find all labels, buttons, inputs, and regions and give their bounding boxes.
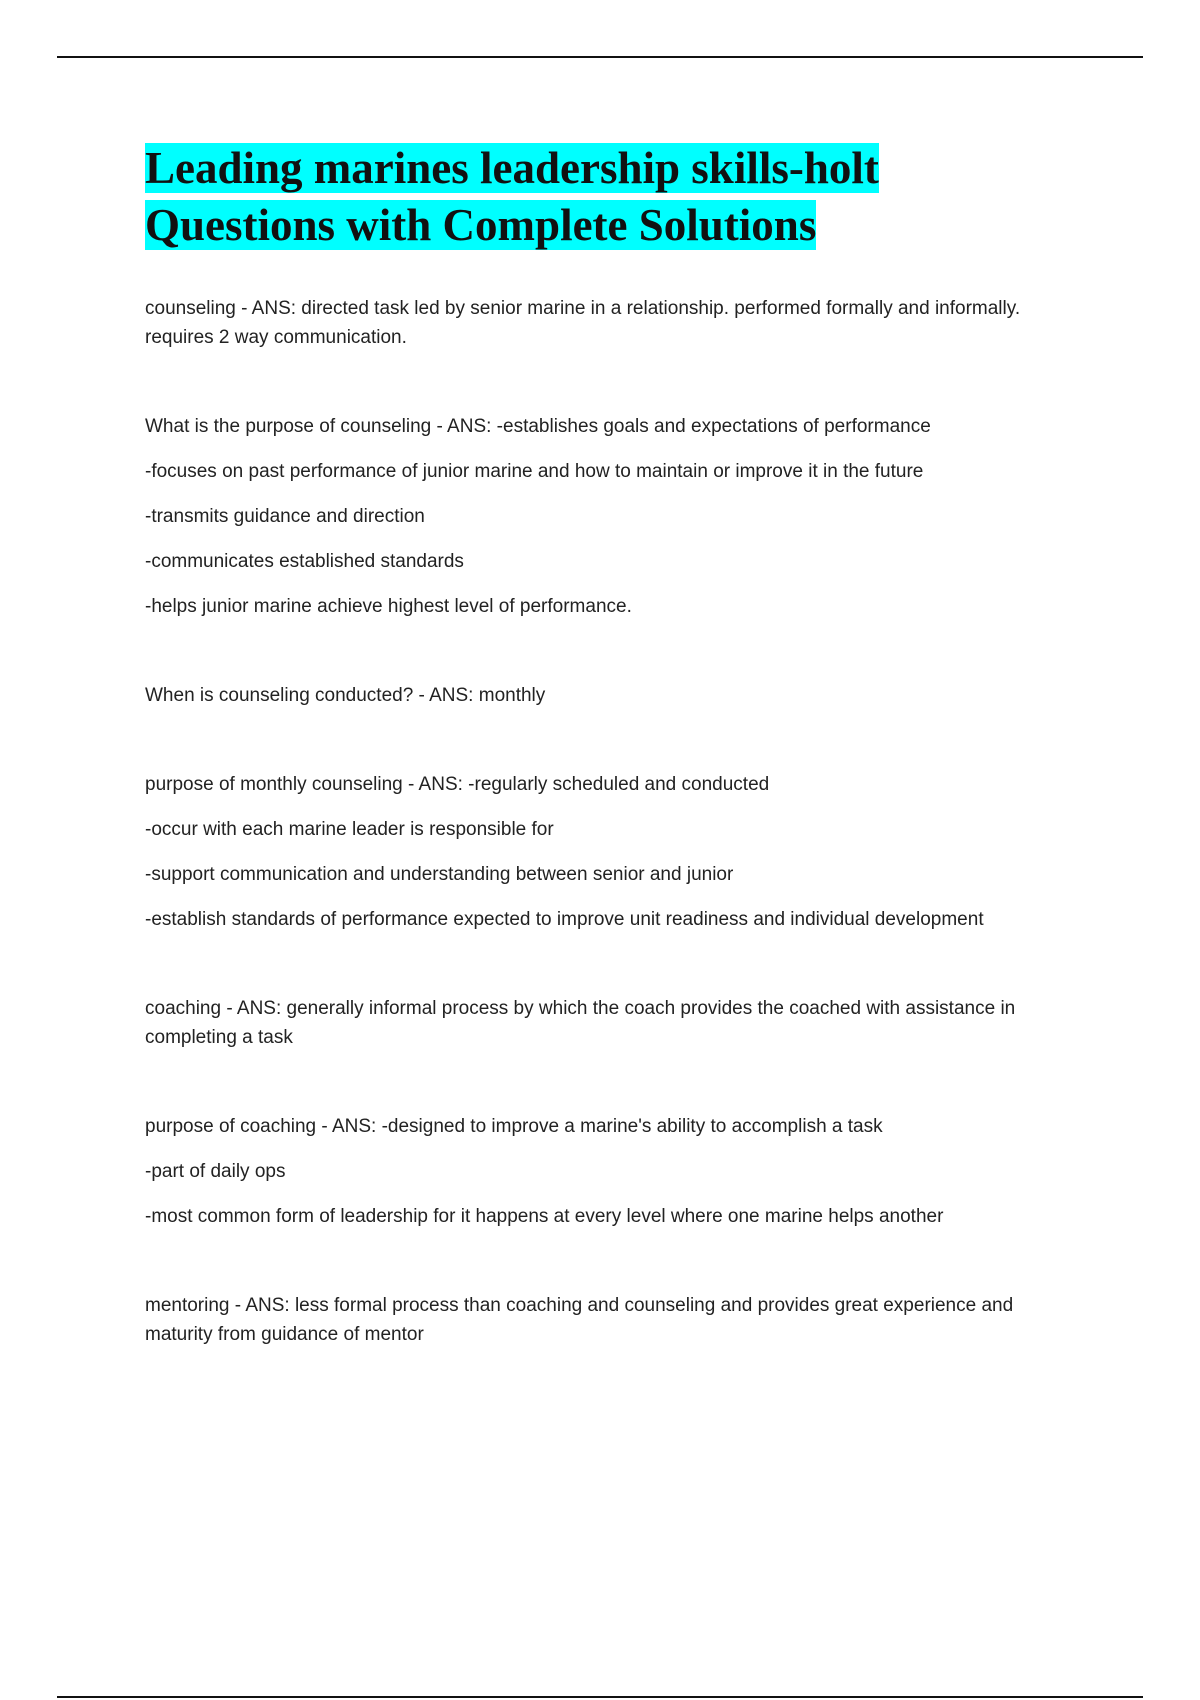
qa-line: -occur with each marine leader is responsible for: [145, 819, 554, 840]
qa-entry-mentoring: [145, 1291, 1075, 1349]
qa-entry-monthly-counseling: [145, 770, 1075, 934]
qa-line: What is the purpose of counseling - ANS: -establishes goals and expectations of performance: [145, 416, 931, 437]
title-line-2: Questions with Complete Solutions: [145, 200, 817, 250]
qa-line: purpose of coaching - ANS: -designed to improve a marine's ability to accomplish a task: [145, 1116, 883, 1137]
qa-entry-when-counseling: [145, 681, 1075, 710]
title-line-1: Leading marines leadership skills-holt: [145, 143, 879, 193]
qa-line: coaching - ANS: generally informal process by which the coach provides the coached with assistance in completing a task: [145, 998, 1016, 1048]
qa-entry-purpose-of-counseling: [145, 412, 1075, 621]
top-rule: [57, 56, 1143, 58]
qa-line: counseling - ANS: directed task led by senior marine in a relationship. performed formally and informally. requires 2 way communication.: [145, 298, 1021, 348]
qa-line: -helps junior marine achieve highest level of performance.: [145, 596, 632, 617]
qa-line: When is counseling conducted? - ANS: monthly: [145, 685, 546, 706]
qa-line: mentoring - ANS: less formal process than coaching and counseling and provides great experience and maturity from guidance of mentor: [145, 1295, 1014, 1345]
qa-line: -focuses on past performance of junior marine and how to maintain or improve it in the future: [145, 461, 924, 482]
qa-line: -establish standards of performance expected to improve unit readiness and individual development: [145, 909, 984, 930]
document-title: [145, 140, 1075, 254]
qa-entry-coaching: [145, 994, 1075, 1052]
qa-line: -support communication and understanding between senior and junior: [145, 864, 734, 885]
document-body: [145, 140, 1075, 1349]
qa-line: -communicates established standards: [145, 551, 464, 572]
qa-list: [145, 294, 1075, 1349]
qa-line: -transmits guidance and direction: [145, 506, 425, 527]
bottom-rule: [57, 1696, 1143, 1698]
qa-line: -part of daily ops: [145, 1161, 286, 1182]
qa-entry-counseling: [145, 294, 1075, 352]
qa-line: purpose of monthly counseling - ANS: -regularly scheduled and conducted: [145, 774, 770, 795]
qa-entry-purpose-of-coaching: [145, 1112, 1075, 1231]
qa-line: -most common form of leadership for it happens at every level where one marine helps another: [145, 1206, 944, 1227]
